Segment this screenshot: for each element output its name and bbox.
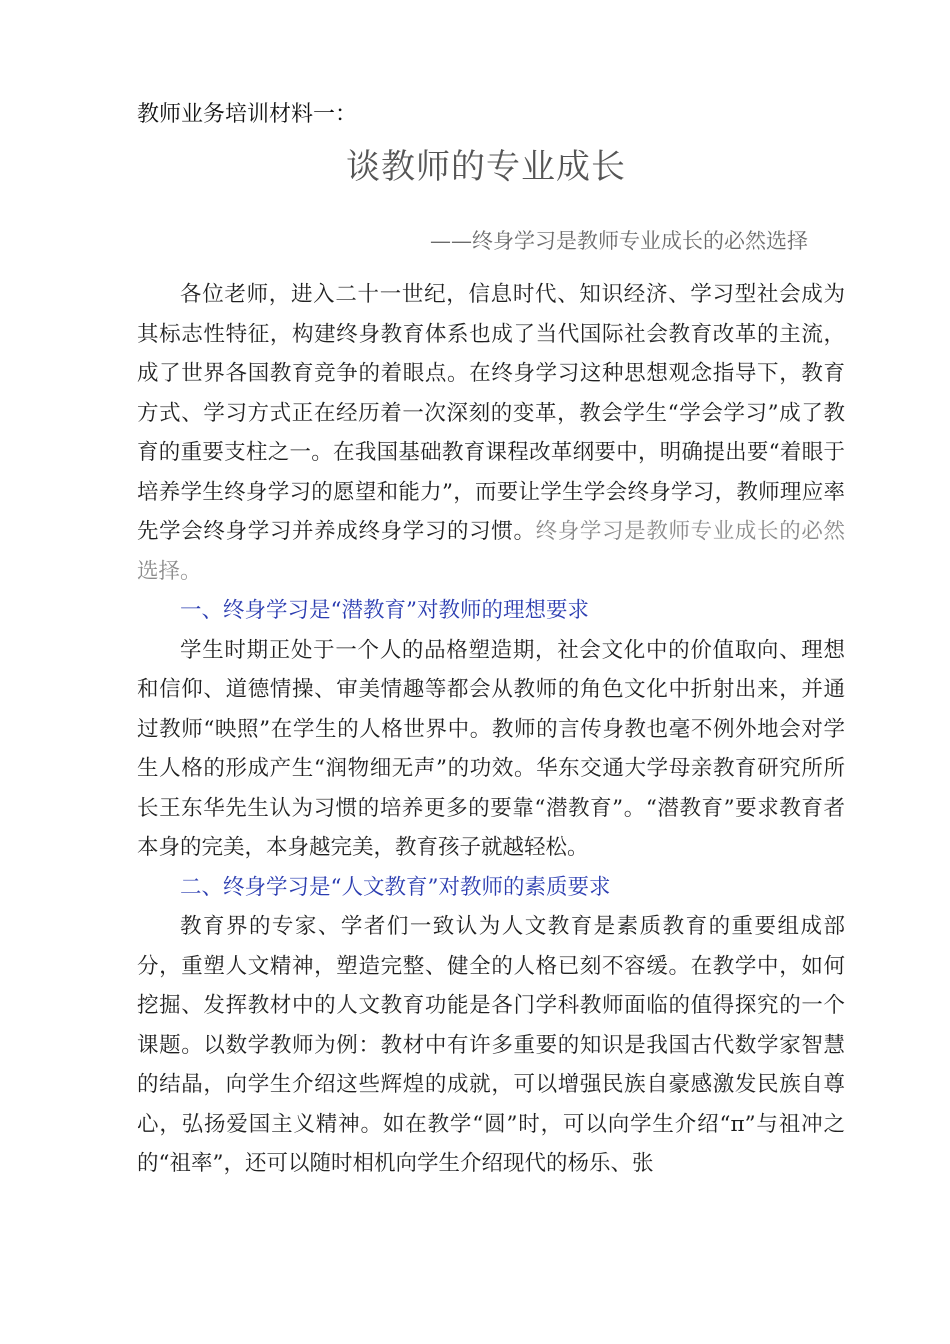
document-subtitle: ——终身学习是教师专业成长的必然选择 bbox=[430, 229, 808, 253]
document-title-text: 谈教师的专业成长 bbox=[346, 147, 626, 187]
document-body bbox=[137, 275, 845, 1184]
material-label: 教师业务培训材料一： bbox=[137, 102, 358, 127]
intro-text: 各位老师，进入二十一世纪，信息时代、知识经济、学习型社会成为其标志性特征，构建终身教育体系也成了当代国际社会教育改革的主流，成了世界各国教育竞争的着眼点。在终身学习这种思想观念指导下，教育方式、学习方式正在经历着一次深刻的变革，教会学生“学会学习”成了教育的重要支柱之一。在我国基础教育课程改革纲要中，明确提出要“着眼于培养学生终身学习的愿望和能力”，而要让学生学会终身学习，教师理应率先学会终身学习并养成终身学习的习惯。 bbox=[137, 282, 845, 544]
intro-emphasis: 终身学习是教师专业成长的必然选择。 bbox=[137, 519, 845, 584]
section-1-paragraph: 学生时期正处于一个人的品格塑造期，社会文化中的价值取向、理想和信仰、道德情操、审美情趣等都会从教师的角色文化中折射出来，并通过教师“映照”在学生的人格世界中。教师的言传身教也毫不例外地会对学生人格的形成产生“润物细无声”的功效。华东交通大学母亲教育研究所所长王东华先生认为习惯的培养更多的要靠“潜教育”。“潜教育”要求教育者本身的完美，本身越完美，教育孩子就越轻松。 bbox=[137, 637, 845, 860]
section-2-heading: 二、终身学习是“人文教育”对教师的素质要求 bbox=[180, 874, 611, 900]
intro-paragraph bbox=[137, 275, 845, 591]
section-1-heading: 一、终身学习是“潜教育”对教师的理想要求 bbox=[180, 598, 589, 623]
document-title bbox=[0, 146, 950, 188]
section-2-paragraph: 教育界的专家、学者们一致认为人文教育是素质教育的重要组成部分，重塑人文精神，塑造完整、健全的人格已刻不容缓。在教学中，如何挖掘、发挥教材中的人文教育功能是各门学科教师面临的值得探究的一个课题。以数学教师为例：教材中有许多重要的知识是我国古代数学家智慧的结晶，向学生介绍这些辉煌的成就，可以增强民族自豪感激发民族自尊心，弘扬爱国主义精神。如在教学“圆”时，可以向学生介绍“π”与祖冲之的“祖率”，还可以随时相机向学生介绍现代的杨乐、张 bbox=[137, 914, 845, 1176]
